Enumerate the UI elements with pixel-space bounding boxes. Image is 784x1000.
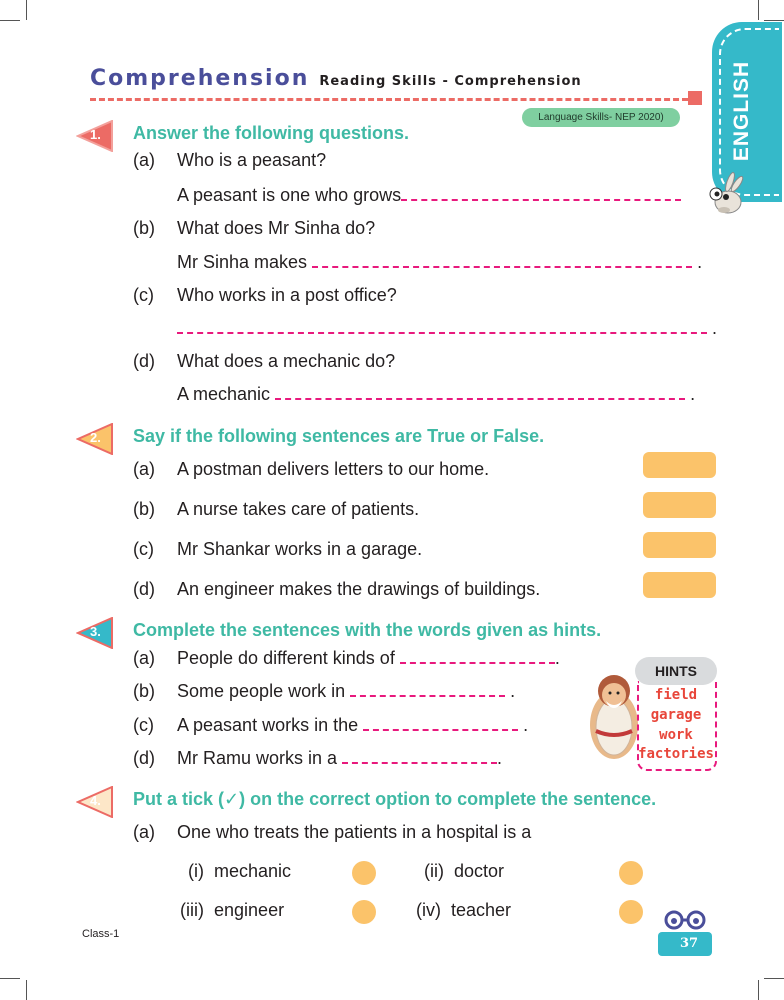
hint-word: garage <box>650 707 702 723</box>
statement-text: An engineer makes the drawings of buildings. <box>177 579 541 599</box>
page-title: Comprehension <box>90 66 310 91</box>
item-label: (c) <box>133 715 154 735</box>
option-number: (i) <box>188 861 204 881</box>
q4-item-a <box>0 822 700 846</box>
item-label: (c) <box>133 285 154 305</box>
statement-text: Mr Shankar works in a garage. <box>177 539 423 559</box>
option-number: (ii) <box>424 861 444 881</box>
item-label: (b) <box>133 681 155 701</box>
item-label: (b) <box>133 499 155 519</box>
header-divider-square <box>688 91 702 105</box>
q3-item-a: (a) People do different kinds of . <box>133 648 560 668</box>
nep-badge: Language Skills- NEP 2020) <box>522 108 680 127</box>
q3-number: 3. <box>90 624 101 639</box>
crop-mark <box>0 20 20 21</box>
true-false-box[interactable] <box>643 572 716 598</box>
crop-mark <box>26 980 27 1000</box>
crop-mark <box>0 978 20 979</box>
answer-blank[interactable] <box>177 324 707 334</box>
answer-prefix: A peasant is one who grows <box>177 185 402 205</box>
sentence-text: Some people work in <box>177 681 346 701</box>
option-text: engineer <box>214 900 285 920</box>
true-false-box[interactable] <box>643 532 716 558</box>
q1-item-a-answer <box>177 185 681 206</box>
q2-item-a <box>0 459 620 483</box>
q1-number: 1. <box>90 127 101 142</box>
item-label: (d) <box>133 579 155 599</box>
crop-mark <box>758 980 759 1000</box>
question-text: What does a mechanic do? <box>177 351 396 371</box>
q1-item-c-question <box>0 285 784 309</box>
q1-item-c-answer: . <box>177 318 717 339</box>
option-iv <box>416 900 511 921</box>
crop-mark <box>764 978 784 979</box>
question-text: What does Mr Sinha do? <box>177 218 376 238</box>
answer-blank[interactable] <box>363 721 518 731</box>
bunny-mascot-icon <box>704 170 746 216</box>
q2-item-d <box>0 579 620 603</box>
option-text: doctor <box>454 861 505 881</box>
hint-word: factories <box>638 746 714 762</box>
hints-panel <box>635 657 717 772</box>
sentence-text: A peasant works in the <box>177 715 359 735</box>
q2-item-c <box>0 539 620 563</box>
item-label: (a) <box>133 150 155 170</box>
true-false-box[interactable] <box>643 492 716 518</box>
tick-circle[interactable] <box>352 861 376 885</box>
answer-blank[interactable] <box>401 191 681 201</box>
sentence-text: People do different kinds of <box>177 648 395 668</box>
item-label: (c) <box>133 539 154 559</box>
class-label: Class-1 <box>82 928 120 940</box>
option-text: mechanic <box>214 861 292 881</box>
q1-item-d-answer: A mechanic . <box>177 384 696 404</box>
hints-title: HINTS <box>635 657 717 685</box>
q2-number: 2. <box>90 430 101 445</box>
q1-number-wrap <box>76 120 114 152</box>
crop-mark <box>764 20 784 21</box>
q3-number-wrap <box>76 617 114 649</box>
option-i <box>188 861 291 882</box>
item-label: (d) <box>133 748 155 768</box>
q4-number-wrap <box>76 786 114 818</box>
q3-heading: Complete the sentences with the words given as hints. <box>133 620 602 640</box>
crop-mark <box>26 0 27 20</box>
q4-heading: Put a tick (✓) on the correct option to complete the sentence. <box>133 789 657 809</box>
q3-item-c: (c) A peasant works in the . <box>133 715 529 735</box>
q1-heading: Answer the following questions. <box>133 123 410 143</box>
option-text: teacher <box>451 900 512 920</box>
answer-blank[interactable] <box>400 654 555 664</box>
option-ii <box>424 861 504 882</box>
tick-circle[interactable] <box>352 900 376 924</box>
q4-number: 4. <box>90 793 101 808</box>
q1-item-b-question <box>0 218 784 242</box>
page-badge <box>656 910 716 958</box>
statement-text: A postman delivers letters to our home. <box>177 459 490 479</box>
hint-word: work <box>659 727 693 743</box>
question-text: Who works in a post office? <box>177 285 397 305</box>
answer-blank[interactable] <box>312 258 692 268</box>
option-number: (iv) <box>416 900 441 920</box>
q1-item-b-answer: Mr Sinha makes . <box>177 252 703 272</box>
statement-text: A nurse takes care of patients. <box>177 499 420 519</box>
hint-word: field <box>654 687 698 703</box>
answer-blank[interactable] <box>275 390 685 400</box>
item-label: (d) <box>133 351 155 371</box>
header-divider <box>90 98 688 101</box>
page-header <box>90 66 582 91</box>
crop-mark <box>758 0 759 20</box>
item-label: (a) <box>133 822 155 842</box>
option-number: (iii) <box>180 900 204 920</box>
page-number: 37 <box>680 936 699 951</box>
answer-prefix: A mechanic <box>177 384 271 404</box>
q1-item-a-question <box>0 150 784 174</box>
q2-heading: Say if the following sentences are True or False. <box>133 426 545 446</box>
q3-item-d: (d) Mr Ramu works in a . <box>133 748 503 768</box>
item-label: (a) <box>133 459 155 479</box>
q3-item-b: (b) Some people work in . <box>133 681 516 701</box>
q1-item-d-question <box>0 351 784 375</box>
tick-circle[interactable] <box>619 861 643 885</box>
item-label: (b) <box>133 218 155 238</box>
true-false-box[interactable] <box>643 452 716 478</box>
q2-item-b <box>0 499 620 523</box>
answer-blank[interactable] <box>350 687 505 697</box>
page-subtitle: Reading Skills - Comprehension <box>319 74 582 89</box>
answer-prefix: Mr Sinha makes <box>177 252 308 272</box>
q2-number-wrap <box>76 423 114 455</box>
english-tab-label: ENGLISH <box>730 60 753 162</box>
question-text: Who is a peasant? <box>177 150 327 170</box>
sentence-text: One who treats the patients in a hospital is a <box>177 822 532 842</box>
answer-blank[interactable] <box>342 754 497 764</box>
option-iii <box>180 900 284 921</box>
tick-circle[interactable] <box>619 900 643 924</box>
sentence-text: Mr Ramu works in a <box>177 748 338 768</box>
item-label: (a) <box>133 648 155 668</box>
